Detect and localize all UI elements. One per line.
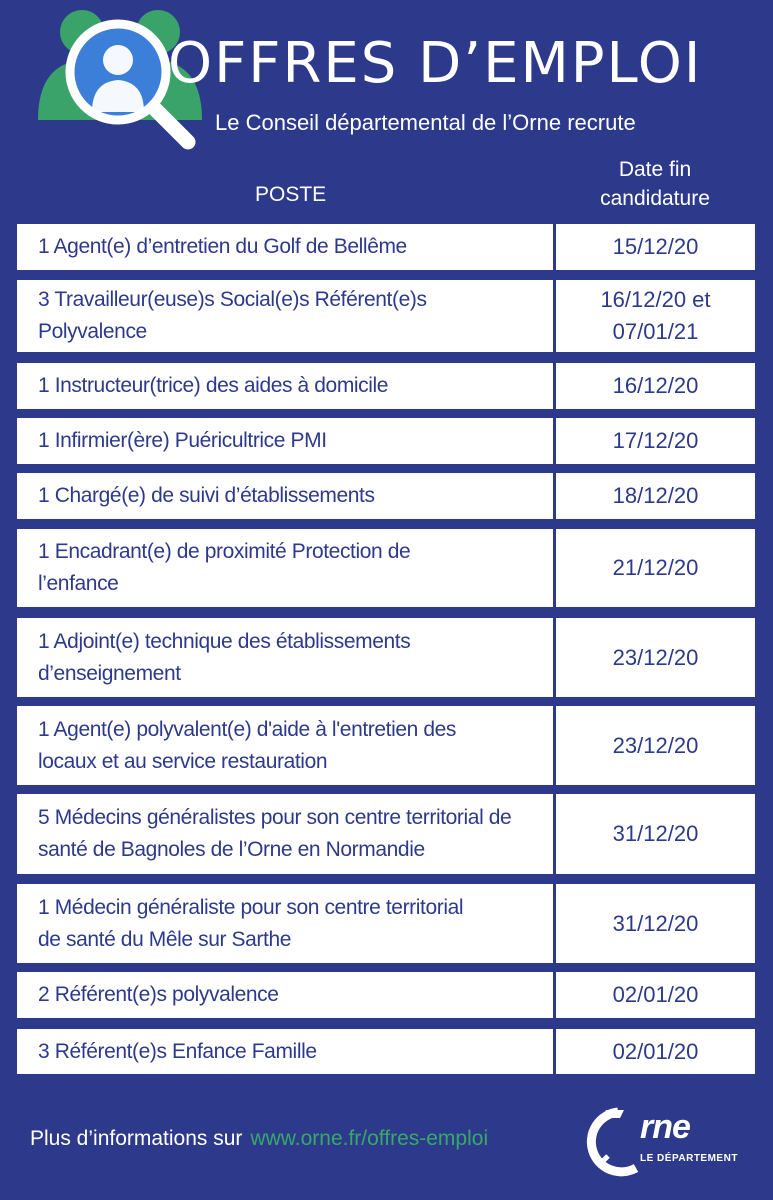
column-header-poste: POSTE [255,183,327,206]
column-header-date-line1: Date fin [618,158,692,181]
job-title: 1 Médecin généraliste pour son centre territorial de santé du Mêle sur Sarthe [17,884,553,963]
job-deadline: 15/12/20 [556,224,755,270]
job-row[interactable] [17,473,757,519]
job-row[interactable] [17,794,757,874]
footer-link[interactable]: www.orne.fr/offres-emploi [250,1127,489,1150]
job-row[interactable] [17,418,757,464]
job-row[interactable] [17,972,757,1018]
brand-subtitle: LE DÉPARTEMENT [640,1153,738,1164]
page-title: OFFRES D’EMPLOI [168,31,703,96]
job-deadline: 16/12/20 et 07/01/21 [556,280,755,352]
job-deadline: 02/01/20 [556,1029,755,1074]
job-deadline: 02/01/20 [556,972,755,1018]
job-deadline: 16/12/20 [556,363,755,409]
job-row[interactable] [17,884,757,963]
job-row[interactable] [17,1029,757,1074]
column-header-date [585,155,725,213]
header [0,0,773,160]
job-deadline: 31/12/20 [556,884,755,963]
job-deadline: 23/12/20 [556,706,755,785]
job-title: 1 Instructeur(trice) des aides à domicile [17,363,553,409]
job-deadline: 31/12/20 [556,794,755,874]
job-title: 1 Encadrant(e) de proximité Protection de l’enfance [17,529,553,607]
job-title: 3 Travailleur(euse)s Social(e)s Référent(e)s Polyvalence [17,280,553,352]
job-title: 1 Agent(e) d’entretien du Golf de Bellême [17,224,553,270]
footer-text: Plus d’informations sur [30,1127,243,1150]
job-deadline: 18/12/20 [556,473,755,519]
job-title: 1 Adjoint(e) technique des établissements d’enseignement [17,618,553,697]
job-title: 2 Référent(e)s polyvalence [17,972,553,1018]
job-row[interactable] [17,224,757,270]
page-subtitle: Le Conseil départemental de l’Orne recrute [215,110,636,135]
job-row[interactable] [17,529,757,607]
column-header-date-line2: candidature [600,187,710,210]
job-title: 1 Infirmier(ère) Puéricultrice PMI [17,418,553,464]
job-title: 1 Chargé(e) de suivi d’établissements [17,473,553,519]
footer [30,1127,488,1151]
job-row[interactable] [17,363,757,409]
job-row[interactable] [17,618,757,697]
brand-name: rne [640,1108,690,1146]
job-title: 5 Médecins généralistes pour son centre territorial de santé de Bagnoles de l’Orne en Normandie [17,794,553,874]
job-deadline: 17/12/20 [556,418,755,464]
job-deadline: 23/12/20 [556,618,755,697]
job-deadline: 21/12/20 [556,529,755,607]
job-title: 3 Référent(e)s Enfance Famille [17,1029,553,1074]
job-title: 1 Agent(e) polyvalent(e) d'aide à l'entretien des locaux et au service restauration [17,706,553,785]
job-row[interactable] [17,706,757,785]
job-row[interactable] [17,280,757,352]
